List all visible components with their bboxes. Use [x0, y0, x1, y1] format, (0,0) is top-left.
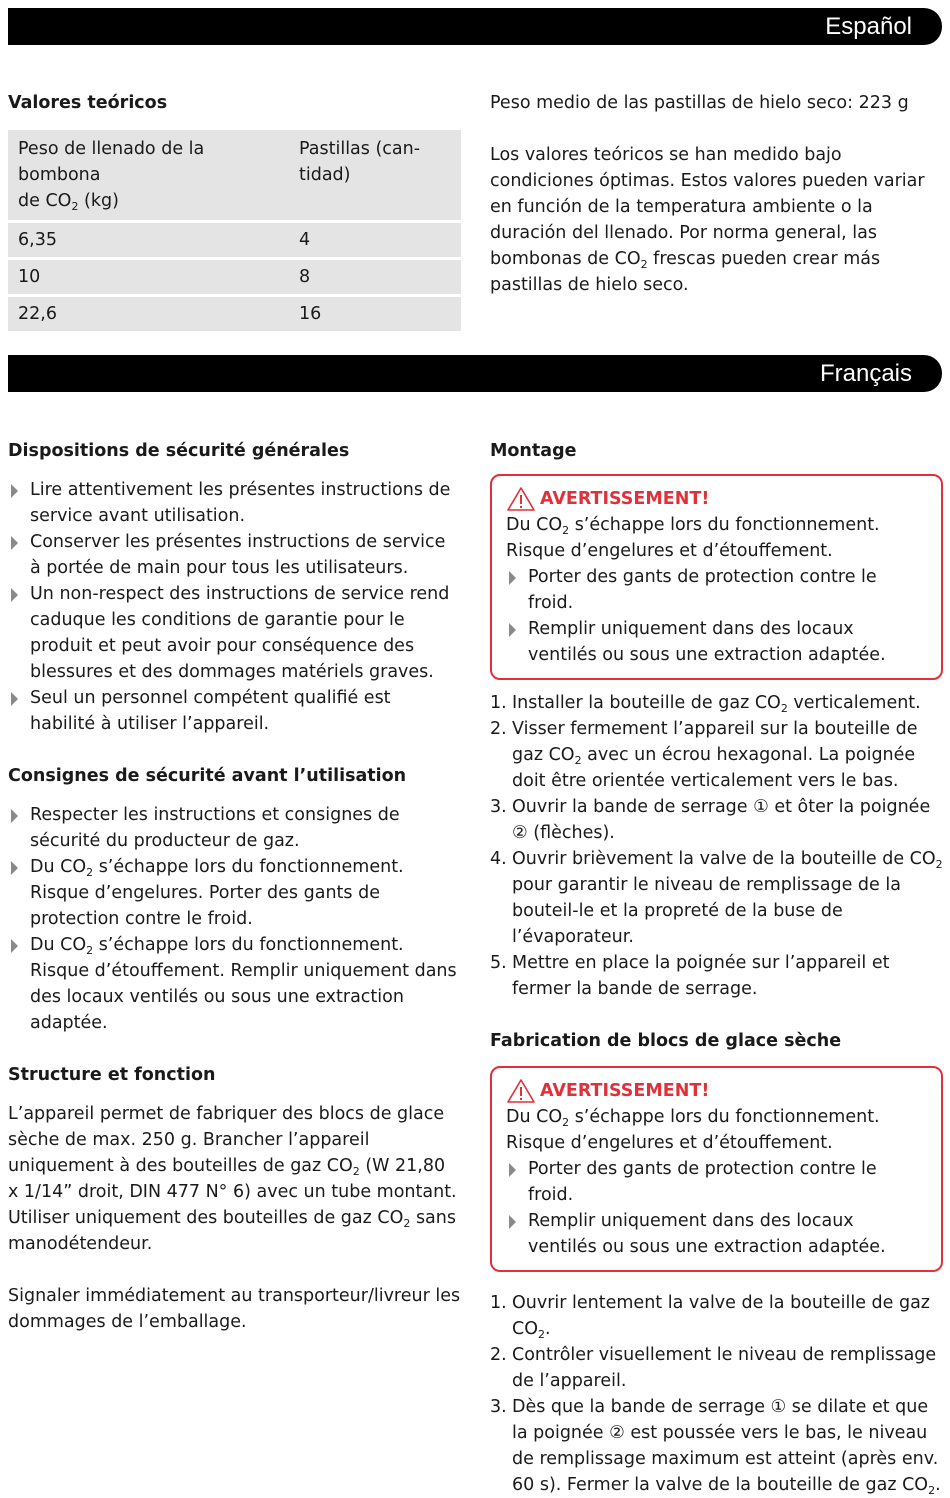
table-row — [8, 222, 461, 259]
header-text: Pastillas (can- — [299, 139, 421, 159]
paragraph-text: sans manodétendeur. — [8, 1208, 456, 1254]
list-item — [490, 794, 943, 846]
warning-list — [506, 1156, 927, 1260]
step-number: 2. — [490, 1345, 507, 1365]
list-item: Lire attentivement les présentes instructions de service avant utilisation. — [8, 477, 461, 529]
list-item — [490, 950, 943, 1002]
item-text: s’échappe lors du fonctionnement. Risque d’étouffement. Remplir uniquement dans des locaux ventilés ou sous une extraction adaptée. — [30, 935, 457, 1033]
safety-heading: Dispositions de sécurité générales — [8, 441, 350, 461]
warning-box-montage — [490, 474, 943, 680]
before-use-list — [8, 802, 461, 1036]
table-cell: 22,6 — [18, 304, 57, 324]
damage-note: Signaler immédiatement au transporteur/livreur les dommages de l’emballage. — [8, 1286, 461, 1332]
subscript: 2 — [935, 858, 943, 871]
avg-weight: Peso medio de las pastillas de hielo seco: 223 g — [490, 93, 909, 113]
section-title-espanol: Español — [825, 13, 912, 40]
header-text: Peso de llenado de la bombona — [18, 139, 205, 185]
subscript: 2 — [403, 1217, 411, 1230]
header-text: de CO — [18, 191, 72, 211]
paragraph-text: L’appareil permet de fabriquer des blocs de glace sèche de max. 250 g. Brancher l’appareil uniquement à des bouteilles de gaz CO — [8, 1104, 445, 1176]
step-text: verticalement. — [787, 693, 921, 713]
warning-text — [506, 1104, 927, 1156]
subscript: 2 — [562, 1116, 570, 1129]
step-number: 4. — [490, 849, 507, 869]
step-text: . — [545, 1319, 551, 1339]
paragraph-text: (W 21,80 x 1/14” droit, DIN 477 N° 6) avec un tube montant. Utiliser uniquement des bouteilles de gaz CO — [8, 1156, 457, 1228]
warning-triangle-icon — [506, 1078, 536, 1104]
list-item — [490, 1290, 943, 1342]
table-cell: 8 — [289, 259, 461, 296]
warning-title — [506, 486, 927, 512]
item-text: Du CO — [30, 857, 87, 877]
list-item — [490, 690, 943, 716]
list-item: Un non-respect des instructions de service rend caduque les conditions de garantie pour le produit et peut avoir pour conséquence des blessures et des dommages matériels graves. — [8, 581, 461, 685]
montage-heading: Montage — [490, 441, 577, 461]
step-text: Visser fermement l’appareil sur la bouteille de gaz CO — [512, 719, 918, 765]
structure-text — [8, 1101, 461, 1257]
fabrication-heading: Fabrication de blocs de glace sèche — [490, 1031, 842, 1051]
section-bar-francais — [8, 355, 942, 392]
note-text: Los valores teóricos se han medido bajo condiciones óptimas. Estos valores pueden variar en función de la temperatura ambiente o la duración del llenado. Por norma general, las bombonas de CO — [490, 145, 925, 269]
step-text: Ouvrir la bande de serrage ① et ôter la poignée ② (flèches). — [512, 797, 931, 843]
step-text: avec un écrou hexagonal. La poignée doit être orientée verticalement vers le bas. — [512, 745, 916, 791]
subscript: 2 — [86, 944, 94, 957]
subscript: 2 — [574, 754, 582, 767]
section-title-francais: Français — [819, 360, 912, 387]
note-text: frescas pueden crear más pastillas de hielo seco. — [490, 249, 881, 295]
list-item — [490, 846, 943, 950]
montage-steps — [490, 690, 943, 1002]
step-number: 5. — [490, 953, 507, 973]
warning-box-fabrication — [490, 1066, 943, 1272]
fr-right-column — [490, 438, 943, 1498]
warning-text-part: Du CO — [506, 1107, 563, 1127]
list-item: Seul un personnel compétent qualifié est habilité à utiliser l’appareil. — [8, 685, 461, 737]
step-text: pour garantir le niveau de remplissage de la bouteil-le et la propreté de la buse de l’évaporateur. — [512, 875, 901, 947]
table-row — [8, 296, 461, 332]
list-item — [8, 854, 461, 932]
warning-text — [506, 512, 927, 564]
before-use-heading: Consignes de sécurité avant l’utilisation — [8, 766, 407, 786]
safety-list — [8, 477, 461, 737]
fr-left-column — [8, 438, 461, 1335]
fabrication-steps — [490, 1290, 943, 1498]
list-item — [8, 932, 461, 1036]
warning-list — [506, 564, 927, 668]
item-text: Du CO — [30, 935, 87, 955]
section-bar-espanol — [8, 8, 942, 45]
list-item: Conserver les présentes instructions de service à portée de main pour tous les utilisateurs. — [8, 529, 461, 581]
header-text: (kg) — [78, 191, 119, 211]
step-text: Installer la bouteille de gaz CO — [512, 693, 781, 713]
step-text: Ouvrir lentement la valve de la bouteille de gaz CO — [512, 1293, 930, 1339]
subscript: 2 — [538, 1328, 545, 1341]
warning-text-part: s’échappe lors du fonctionnement. Risque d’engelures et d’étouffement. — [506, 1107, 880, 1153]
es-heading: Valores teóricos — [8, 93, 168, 113]
step-text: Mettre en place la poignée sur l’appareil et fermer la bande de serrage. — [512, 953, 890, 999]
list-item: Porter des gants de protection contre le froid. — [506, 1156, 927, 1208]
list-item: Porter des gants de protection contre le froid. — [506, 564, 927, 616]
subscript: 2 — [562, 524, 570, 537]
step-number: 1. — [490, 1293, 507, 1313]
table-cell: 16 — [299, 304, 322, 324]
table-row — [8, 259, 461, 296]
table-cell: 10 — [8, 259, 289, 296]
es-note — [490, 142, 935, 298]
step-number: 1. — [490, 693, 507, 713]
table-header-row — [8, 130, 461, 222]
subscript: 2 — [640, 258, 648, 271]
step-number: 3. — [490, 1397, 507, 1417]
warning-text-part: Du CO — [506, 515, 563, 535]
subscript: 2 — [71, 200, 79, 213]
subscript: 2 — [352, 1165, 360, 1178]
list-item: Respecter les instructions et consignes de sécurité du producteur de gaz. — [8, 802, 461, 854]
list-item — [490, 1394, 943, 1498]
list-item: Remplir uniquement dans des locaux ventilés ou sous une extraction adaptée. — [506, 1208, 927, 1260]
step-text: Contrôler visuellement le niveau de remplissage de l’appareil. — [512, 1345, 937, 1391]
subscript: 2 — [780, 702, 788, 715]
structure-heading: Structure et fonction — [8, 1065, 216, 1085]
es-left-column — [8, 90, 461, 331]
es-right-column — [490, 90, 935, 298]
values-table — [8, 130, 461, 331]
warning-triangle-icon — [506, 486, 536, 512]
step-text: Dès que la bande de serrage ① se dilate et que la poignée ② est poussée vers le bas, le niveau de remplissage maximum est atteint (après env. 60 s). Fermer la valve de la bouteille de gaz CO — [512, 1397, 939, 1495]
warning-text-part: s’échappe lors du fonctionnement. Risque d’engelures et d’étouffement. — [506, 515, 880, 561]
list-item: Remplir uniquement dans des locaux ventilés ou sous une extraction adaptée. — [506, 616, 927, 668]
warning-title-text: AVERTISSEMENT! — [540, 1081, 710, 1101]
subscript: 2 — [86, 866, 94, 879]
step-number: 3. — [490, 797, 507, 817]
table-cell: 4 — [289, 222, 461, 259]
step-text: . — [935, 1475, 941, 1495]
header-text: tidad) — [299, 165, 351, 185]
table-header-fill-weight — [8, 130, 289, 222]
warning-title — [506, 1078, 927, 1104]
table-cell: 6,35 — [8, 222, 289, 259]
step-text: Ouvrir brièvement la valve de la bouteille de CO — [512, 849, 936, 869]
table-header-pellets — [289, 130, 461, 222]
list-item — [490, 716, 943, 794]
subscript: 2 — [928, 1484, 936, 1497]
warning-title-text: AVERTISSEMENT! — [540, 489, 710, 509]
list-item — [490, 1342, 943, 1394]
step-number: 2. — [490, 719, 507, 739]
item-text: s’échappe lors du fonctionnement. Risque d’engelures. Porter des gants de protection contre le froid. — [30, 857, 404, 929]
